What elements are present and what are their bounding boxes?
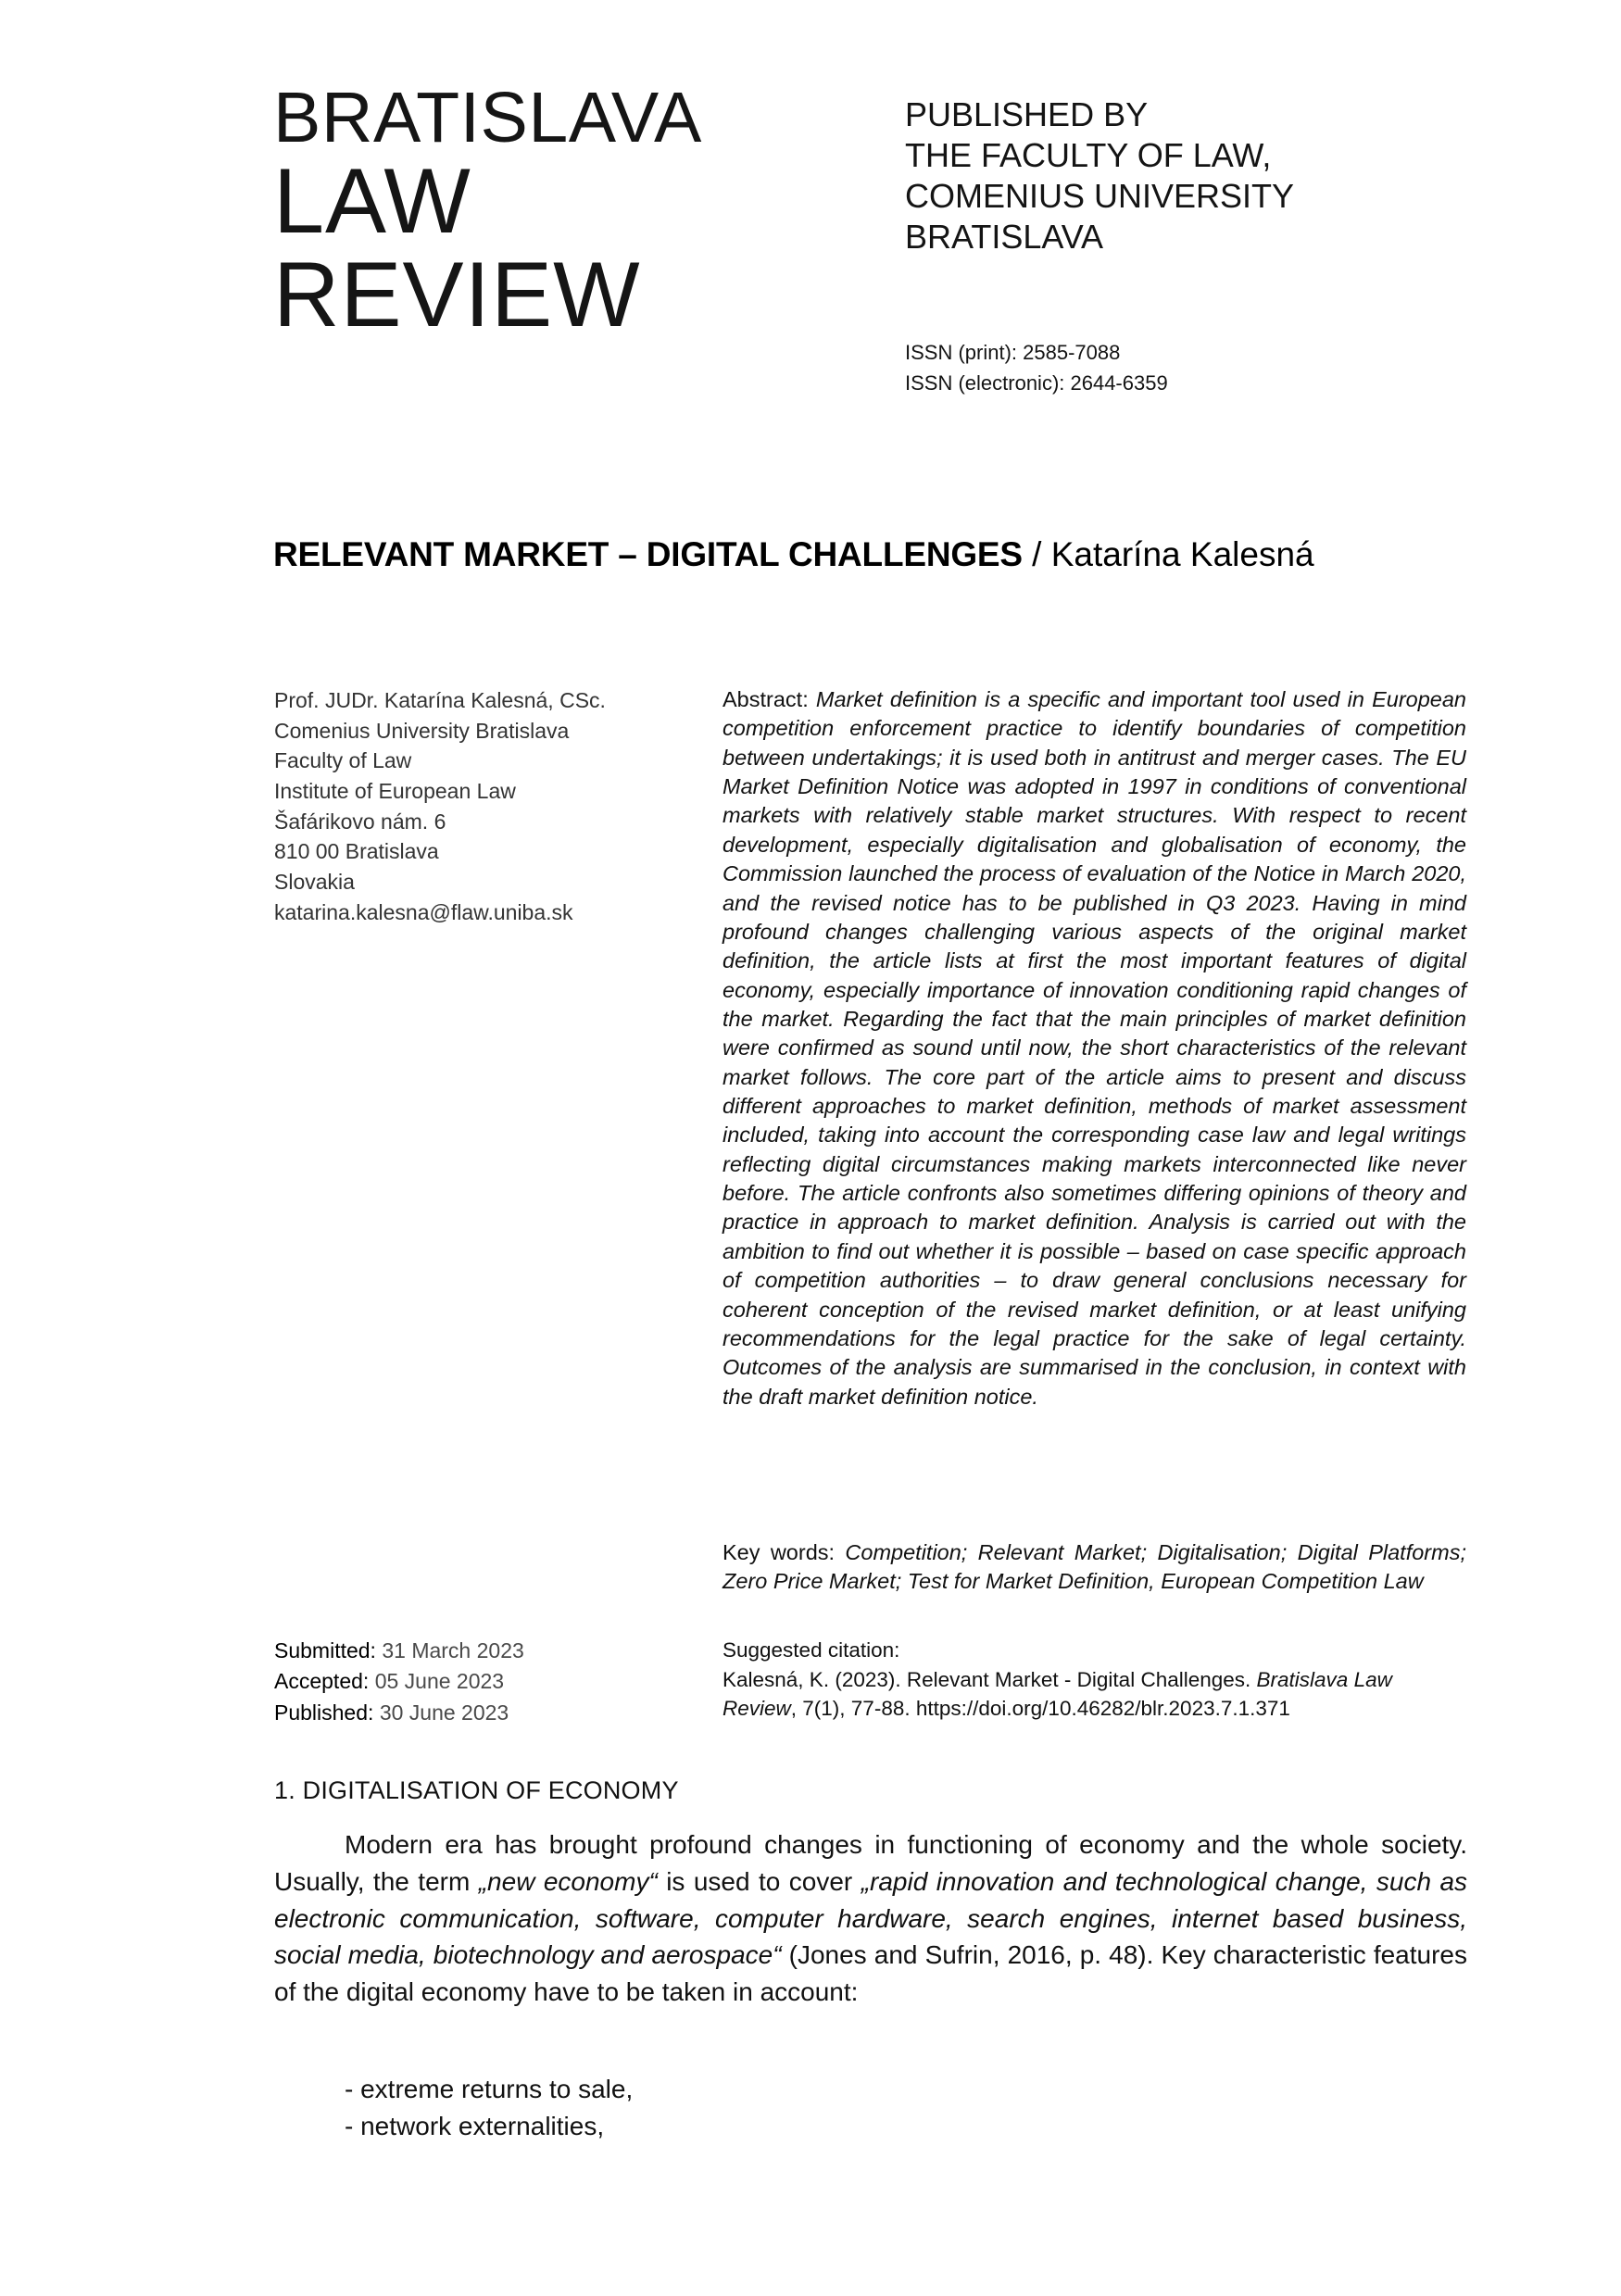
paragraph-part-1: Modern era has brought profound changes in functioning of economy and the whole society. Usually, the term xyxy=(274,1830,1467,1896)
date-accepted xyxy=(274,1666,635,1697)
published-by-line-2: THE FACULTY OF LAW, xyxy=(905,135,1272,174)
journal-title xyxy=(273,78,885,345)
abstract-text: Market definition is a specific and important tool used in European competition enforcement practice to identify boundaries of competition between undertakings; it is used both in antitrust and merger cases. The EU Market Definition Notice was adopted in 1997 in conditions of conventional markets with relatively stable market structures. With respect to recent development, especially digitalisation and globalisation of economy, the Commission launched the process of evaluation of the Notice in March 2020, and the revised notice has to be published in Q3 2023. Having in mind profound changes challenging various aspects of the original market definition, the article lists at first the most important features of digital economy, especially importance of innovation conditioning rapid changes of the market. Regarding the fact that the main principles of market definition were confirmed as sound until now, the short characteristics of the relevant market follows. The core part of the article aims to present and discuss different approaches to market definition, methods of market assessment included, taking into account the corresponding case law and legal writings reflecting digital circumstances making markets interconnected like never before. The article confronts also sometimes differing opinions of theory and practice in approach to market definition. Analysis is carried out with the ambition to find out whether it is possible – based on case specific approach of competition authorities – to draw general conclusions necessary for coherent conception of the revised market definition, or at least unifying recommendations for the legal practice for the sake of legal certainty. Outcomes of the analysis are summarised in the conclusion, in context with the draft market definition notice. xyxy=(723,687,1466,1409)
affiliation-line-6: 810 00 Bratislava xyxy=(274,839,439,864)
list-item: - extreme returns to sale, xyxy=(345,2075,634,2103)
affiliation-line-5: Šafárikovo nám. 6 xyxy=(274,809,446,834)
issn-electronic: ISSN (electronic): 2644-6359 xyxy=(905,370,1168,395)
published-by xyxy=(905,94,1294,257)
paragraph-quote-2: „rapid innovation and technological change, such as electronic communication, software, computer hardware, search engines, internet based business, social media, biotechnology and aerospace“ xyxy=(274,1866,1468,1970)
suggested-citation xyxy=(723,1636,1466,1724)
article-title: RELEVANT MARKET – DIGITAL CHALLENGES xyxy=(273,535,1023,573)
citation-part-1: Kalesná, K. (2023). Relevant Market - Digital Challenges. xyxy=(723,1667,1257,1691)
paragraph-part-3: (Jones and Sufrin, 2016, p. 48). Key characteristic features of the digital economy have to be taken in account: xyxy=(274,1940,1467,2006)
affiliation-email[interactable]: katarina.kalesna@flaw.uniba.sk xyxy=(274,899,573,924)
citation-part-2: , 7(1), 77-88. https://doi.org/10.46282/blr.2023.7.1.371 xyxy=(790,1697,1290,1720)
journal-title-line-2: LAW xyxy=(273,148,471,252)
date-published-label: Published: xyxy=(274,1700,380,1725)
author-affiliation xyxy=(274,685,635,927)
issn-block xyxy=(905,337,1294,398)
article-author: Katarína Kalesná xyxy=(1050,535,1314,573)
date-submitted-label: Submitted: xyxy=(274,1638,383,1662)
keywords-text: Competition; Relevant Market; Digitalisation; Digital Platforms; Zero Price Market; Test for Market Definition, European Competition Law xyxy=(723,1540,1466,1594)
affiliation-line-3: Faculty of Law xyxy=(274,748,412,773)
abstract xyxy=(723,685,1466,1411)
affiliation-line-1: Prof. JUDr. Katarína Kalesná, CSc. xyxy=(274,688,606,712)
feature-list xyxy=(274,2071,1467,2145)
affiliation-line-2: Comenius University Bratislava xyxy=(274,718,570,743)
keywords xyxy=(723,1538,1466,1597)
affiliation-line-7: Slovakia xyxy=(274,869,355,894)
article-title-separator: / xyxy=(1022,535,1051,573)
date-submitted xyxy=(274,1636,635,1666)
citation-heading: Suggested citation: xyxy=(723,1638,900,1662)
paragraph-part-2: is used to cover xyxy=(657,1866,861,1896)
published-by-line-1: PUBLISHED BY xyxy=(905,95,1149,133)
issn-print: ISSN (print): 2585-7088 xyxy=(905,340,1121,364)
published-by-line-4: BRATISLAVA xyxy=(905,217,1104,256)
section-body xyxy=(274,1826,1467,2011)
date-published-value: 30 June 2023 xyxy=(379,1700,509,1725)
journal-title-line-3: REVIEW xyxy=(273,242,641,345)
keywords-label: Key words: xyxy=(723,1540,846,1564)
publication-dates xyxy=(274,1636,635,1728)
citation-journal: Bratislava Law Review xyxy=(723,1667,1392,1720)
date-submitted-value: 31 March 2023 xyxy=(382,1638,524,1662)
section-heading: 1. DIGITALISATION OF ECONOMY xyxy=(274,1776,679,1804)
section-paragraph xyxy=(274,1826,1467,2011)
journal-title-line-1: BRATISLAVA xyxy=(273,78,702,157)
article-title-row xyxy=(273,535,1477,574)
paragraph-quote-1: „new economy“ xyxy=(478,1866,658,1896)
affiliation-line-4: Institute of European Law xyxy=(274,778,516,803)
publisher-block xyxy=(905,82,1294,398)
published-by-line-3: COMENIUS UNIVERSITY xyxy=(905,176,1295,215)
list-item: - network externalities, xyxy=(345,2111,605,2140)
date-accepted-label: Accepted: xyxy=(274,1669,375,1694)
date-published xyxy=(274,1698,635,1728)
abstract-label: Abstract: xyxy=(723,687,816,711)
date-accepted-value: 05 June 2023 xyxy=(374,1669,505,1694)
masthead xyxy=(273,78,1468,398)
